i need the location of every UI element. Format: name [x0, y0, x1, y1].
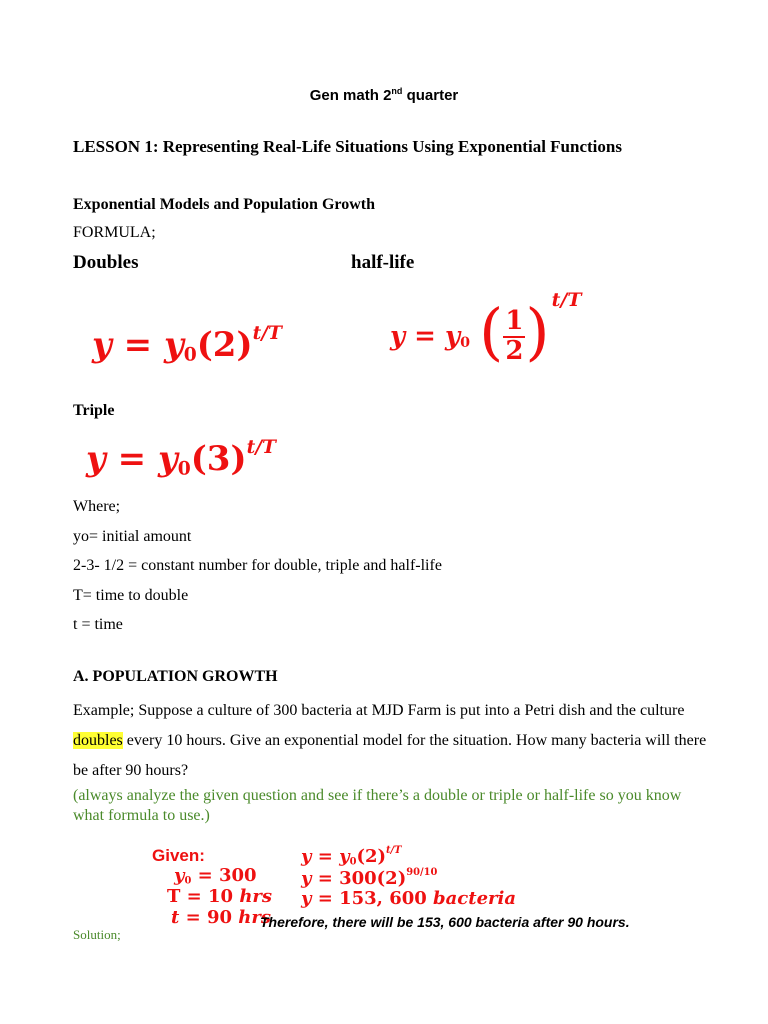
half-life-formula: $y = y_0$ ( $\frac{1}{2}$ ) $^{t/T}$	[390, 288, 582, 368]
definition-line: T= time to double	[73, 586, 189, 604]
solution-step-2: $y = 300(2)^{90/10}$	[301, 867, 438, 889]
solution-step-3: y = 153, 600 bacteria	[301, 888, 517, 909]
analysis-note: (always analyze the given question and see if there’s a double or triple or half-life so you know what formula to use.)	[73, 787, 682, 824]
definition-line: 2-3- 1/2 = constant number for double, triple and half-life	[73, 557, 442, 574]
given-y0: $y_0 = 300$	[174, 865, 257, 887]
solution-label: Solution;	[73, 927, 121, 942]
population-growth-heading: A. POPULATION GROWTH	[73, 668, 278, 685]
doubles-label: Doubles	[73, 252, 139, 273]
where-definitions	[73, 492, 442, 640]
definition-line: yo= initial amount	[73, 527, 192, 545]
one-half-fraction: $\frac{1}{2}$	[505, 306, 524, 366]
conclusion-text: Therefore, there will be 153, 600 bacteria after 90 hours.	[260, 914, 630, 930]
formula-label: FORMULA;	[73, 224, 156, 241]
half-life-label: half-life	[351, 252, 415, 273]
triple-formula: $y = y_0(3)^{t/T}$	[86, 436, 276, 480]
highlighted-doubles: doubles	[73, 732, 123, 749]
lesson-title: LESSON 1: Representing Real-Life Situations Using Exponential Functions	[73, 137, 622, 156]
solution-step-1: $y = y_0(2)^{t/T}$	[301, 845, 402, 868]
title-superscript: nd	[391, 86, 403, 96]
where-intro: Where;	[73, 498, 121, 515]
example-paragraph: Example; Suppose a culture of 300 bacteria at MJD Farm is put into a Petri dish and the culture doubles every 10 hours. Give an exponential model for the situation. How many bacteria will there be after 90 hours?	[73, 702, 707, 779]
page-title: Gen math 2nd quarter	[309, 86, 459, 104]
given-label: Given:	[152, 846, 205, 865]
doubles-formula: $y = y_0(2)^{t/T}$	[92, 322, 282, 366]
triple-label: Triple	[73, 402, 115, 419]
given-T: T = 10 hrs	[167, 886, 273, 907]
definition-line: t = time	[73, 616, 123, 633]
given-t: t = 90 hrs	[171, 907, 271, 928]
section-subheading: Exponential Models and Population Growth	[73, 196, 375, 213]
